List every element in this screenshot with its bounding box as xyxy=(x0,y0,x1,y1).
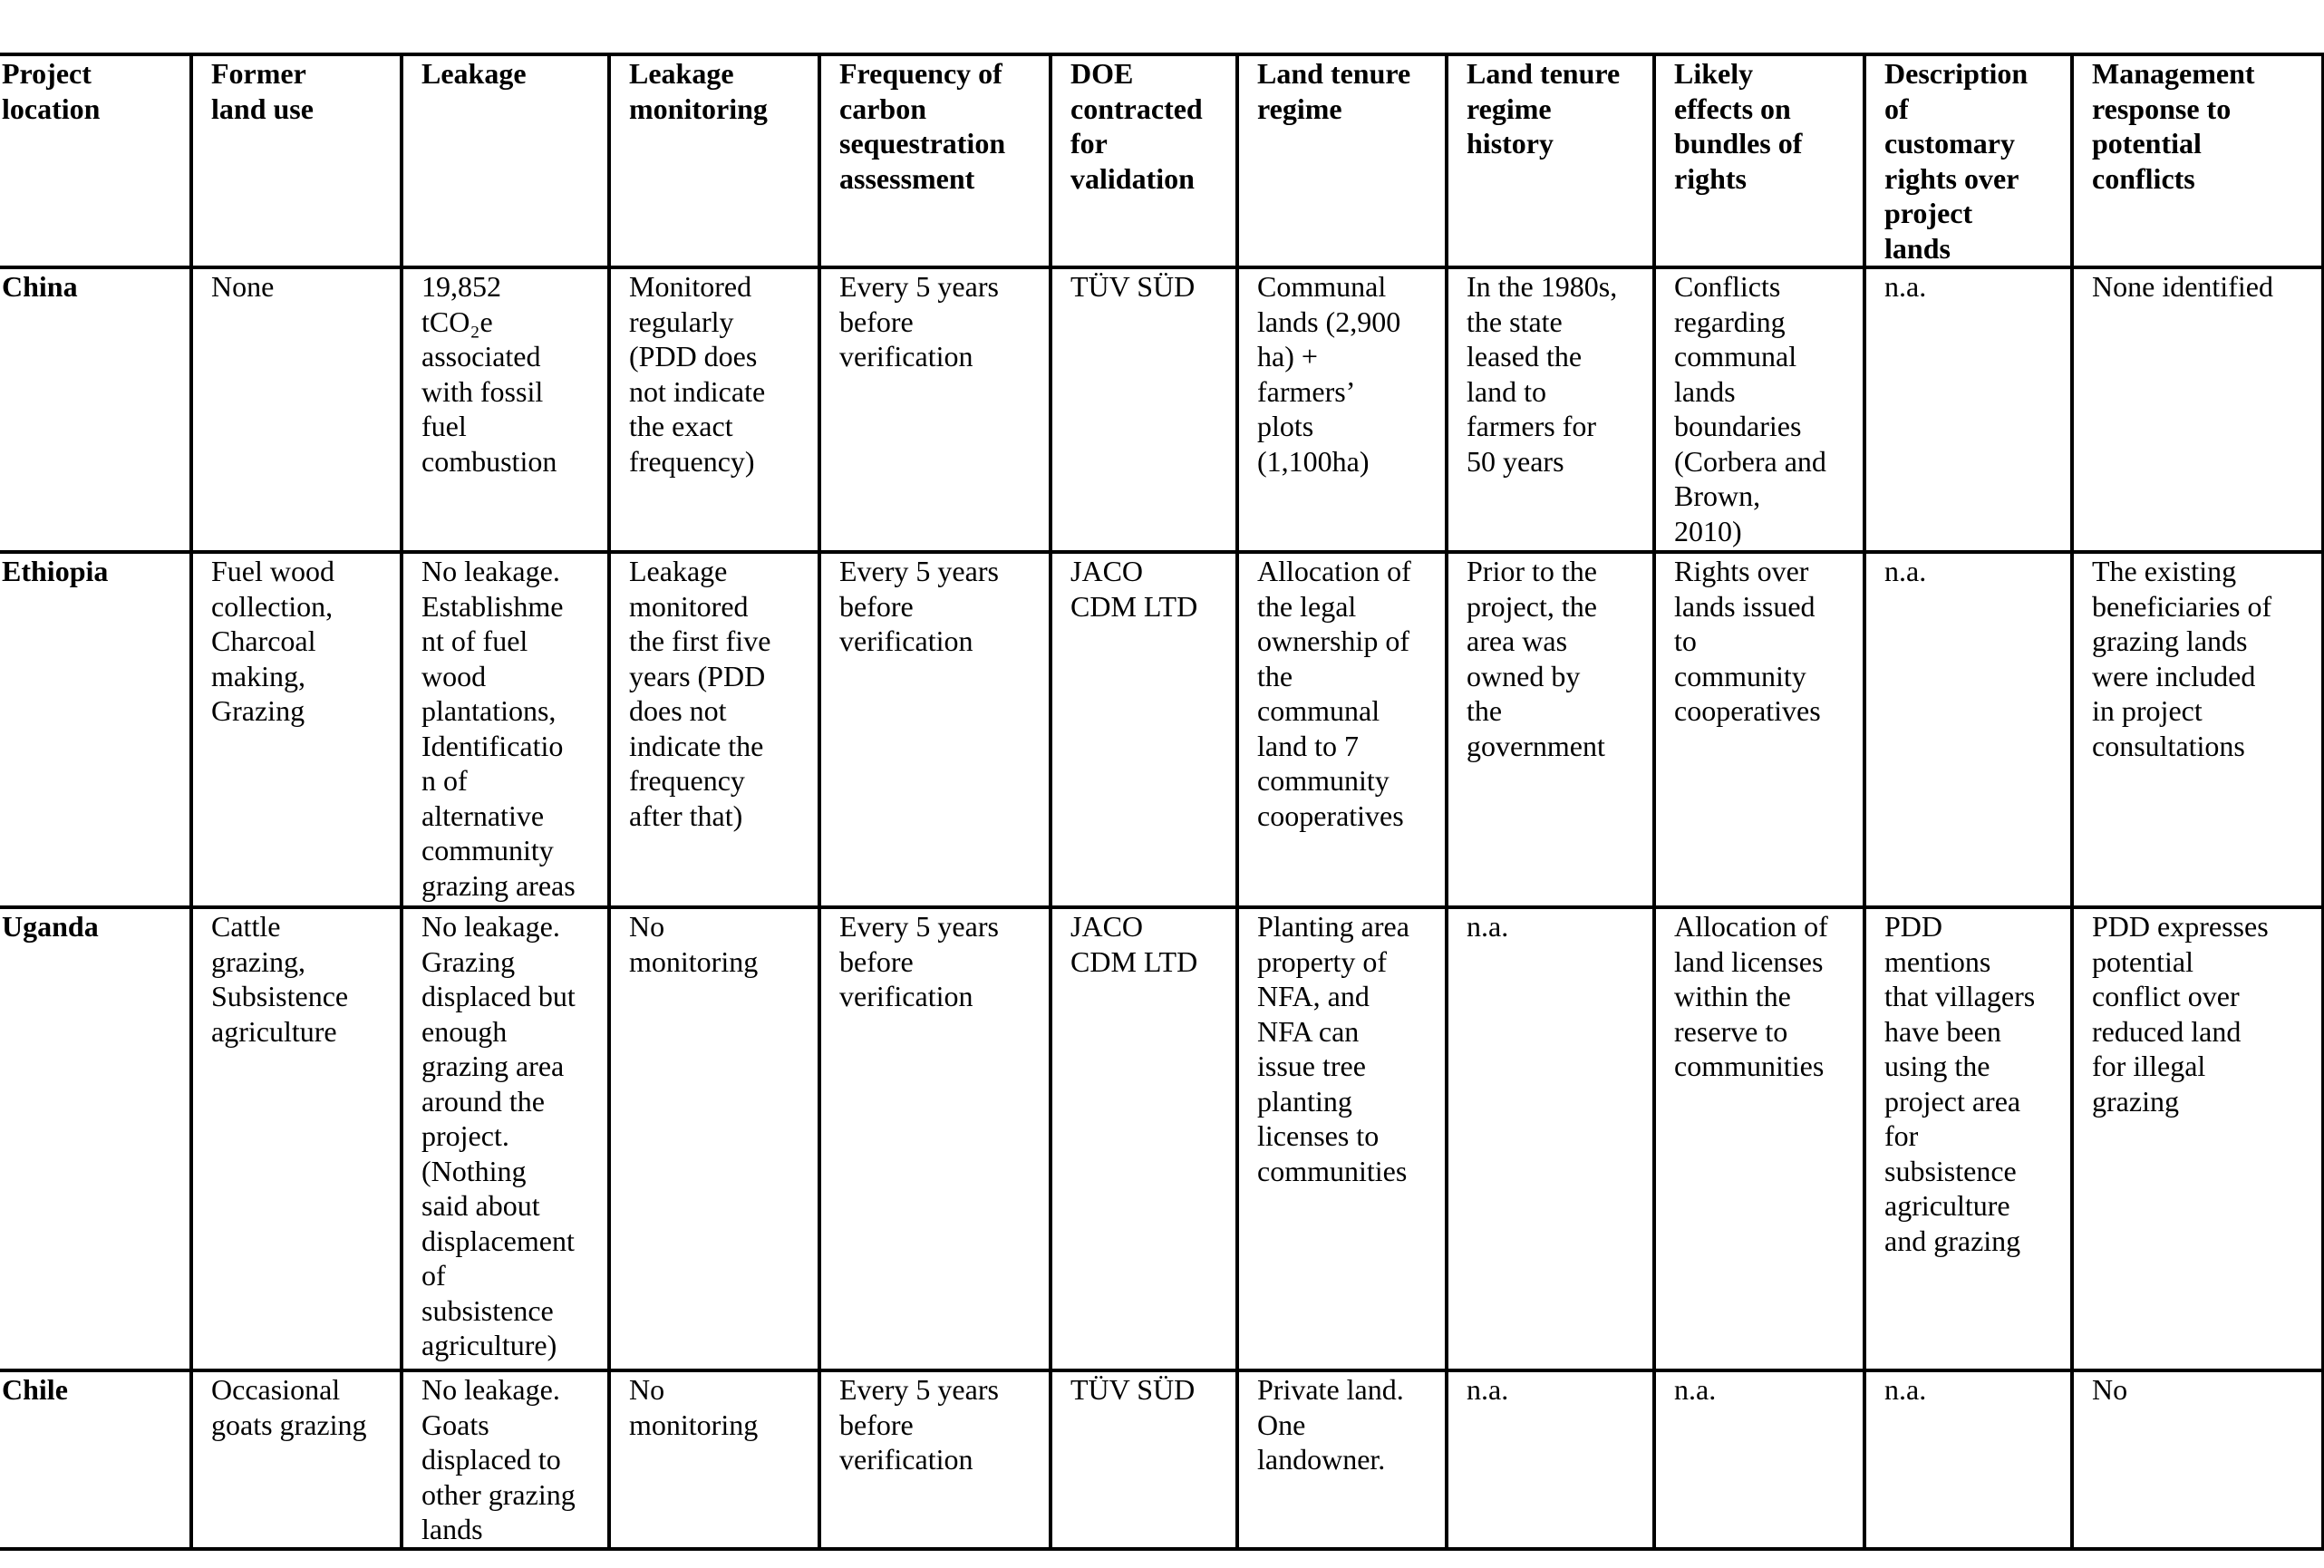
cell-effects-on-rights: Rights over lands issued to community cooperatives xyxy=(1654,552,1864,907)
header-row xyxy=(0,54,2323,267)
cell-management-response: The existing beneficiaries of grazing lands were included in project consultations xyxy=(2072,552,2323,907)
cell-tenure-regime: Planting area property of NFA, and NFA can issue tree planting licenses to communities xyxy=(1237,907,1447,1370)
cell-customary-rights: PDD mentions that villagers have been using the project area for subsistence agriculture and grazing xyxy=(1864,907,2072,1370)
cell-effects-on-rights: Conflicts regarding communal lands boundaries (Corbera and Brown, 2010) xyxy=(1654,267,1864,552)
cell-tenure-regime: Private land. One landowner. xyxy=(1237,1370,1447,1549)
cell-former-land-use: Occasional goats grazing xyxy=(191,1370,402,1549)
cell-location: Ethiopia xyxy=(0,552,191,907)
cell-customary-rights: n.a. xyxy=(1864,267,2072,552)
cell-management-response: No xyxy=(2072,1370,2323,1549)
cell-effects-on-rights: n.a. xyxy=(1654,1370,1864,1549)
cell-tenure-history: n.a. xyxy=(1447,907,1654,1370)
cell-doe: TÜV SÜD xyxy=(1051,267,1237,552)
cell-tenure-regime: Communal lands (2,900 ha) + farmers’ plots (1,100ha) xyxy=(1237,267,1447,552)
header-land-tenure-history: Land tenure regime history xyxy=(1447,54,1654,267)
cell-tenure-history: In the 1980s, the state leased the land to farmers for 50 years xyxy=(1447,267,1654,552)
header-leakage: Leakage xyxy=(402,54,609,267)
cell-location: Chile xyxy=(0,1370,191,1549)
cell-leakage-monitoring: No monitoring xyxy=(609,907,819,1370)
cell-leakage-monitoring: Leakage monitored the first five years (PDD does not indicate the frequency after that) xyxy=(609,552,819,907)
cell-doe: TÜV SÜD xyxy=(1051,1370,1237,1549)
cell-management-response: None identified xyxy=(2072,267,2323,552)
cell-location: Uganda xyxy=(0,907,191,1370)
header-project-location: Project location xyxy=(0,54,191,267)
cell-customary-rights: n.a. xyxy=(1864,1370,2072,1549)
header-doe-validation: DOE contracted for validation xyxy=(1051,54,1237,267)
header-effects-on-rights: Likely effects on bundles of rights xyxy=(1654,54,1864,267)
header-leakage-monitoring: Leakage monitoring xyxy=(609,54,819,267)
cell-frequency: Every 5 years before verification xyxy=(819,267,1051,552)
cell-former-land-use: Fuel wood collection, Charcoal making, Grazing xyxy=(191,552,402,907)
table-row-chile xyxy=(0,1370,2323,1549)
header-management-response: Management response to potential conflicts xyxy=(2072,54,2323,267)
cell-frequency: Every 5 years before verification xyxy=(819,907,1051,1370)
header-frequency-assessment: Frequency of carbon sequestration assessment xyxy=(819,54,1051,267)
header-customary-rights: Description of customary rights over project lands xyxy=(1864,54,2072,267)
cell-leakage: No leakage. Establishme nt of fuel wood plantations, Identificatio n of alternative community grazing areas xyxy=(402,552,609,907)
cell-tenure-regime: Allocation of the legal ownership of the communal land to 7 community cooperatives xyxy=(1237,552,1447,907)
header-former-land-use: Former land use xyxy=(191,54,402,267)
cell-management-response: PDD expresses potential conflict over reduced land for illegal grazing xyxy=(2072,907,2323,1370)
table-row-ethiopia xyxy=(0,552,2323,907)
cell-customary-rights: n.a. xyxy=(1864,552,2072,907)
cell-frequency: Every 5 years before verification xyxy=(819,552,1051,907)
table-row-uganda xyxy=(0,907,2323,1370)
cell-effects-on-rights: Allocation of land licenses within the reserve to communities xyxy=(1654,907,1864,1370)
cell-leakage-monitoring: Monitored regularly (PDD does not indicate the exact frequency) xyxy=(609,267,819,552)
header-land-tenure-regime: Land tenure regime xyxy=(1237,54,1447,267)
cell-doe: JACO CDM LTD xyxy=(1051,552,1237,907)
cell-location: China xyxy=(0,267,191,552)
cell-tenure-history: Prior to the project, the area was owned by the government xyxy=(1447,552,1654,907)
project-comparison-table xyxy=(0,53,2324,1551)
cell-frequency: Every 5 years before verification xyxy=(819,1370,1051,1549)
cell-leakage: No leakage. Goats displaced to other grazing lands xyxy=(402,1370,609,1549)
cell-tenure-history: n.a. xyxy=(1447,1370,1654,1549)
cell-leakage: No leakage. Grazing displaced but enough grazing area around the project. (Nothing said about displacement of subsistence agriculture) xyxy=(402,907,609,1370)
cell-former-land-use: None xyxy=(191,267,402,552)
table-row-china xyxy=(0,267,2323,552)
cell-doe: JACO CDM LTD xyxy=(1051,907,1237,1370)
cell-former-land-use: Cattle grazing, Subsistence agriculture xyxy=(191,907,402,1370)
cell-leakage-monitoring: No monitoring xyxy=(609,1370,819,1549)
cell-leakage: 19,852 tCO₂e associated with fossil fuel combustion xyxy=(402,267,609,552)
